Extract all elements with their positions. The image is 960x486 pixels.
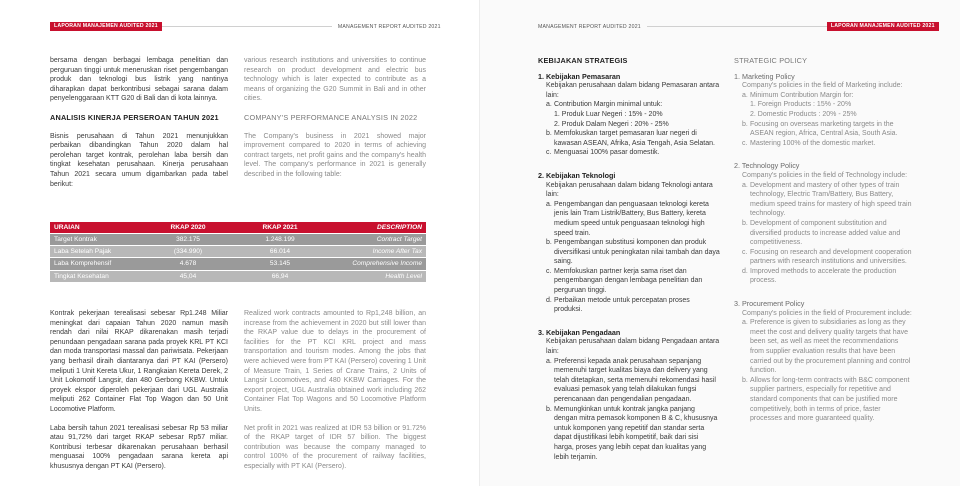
list-item: b. Memungkinkan untuk kontrak jangka panjang dengan mitra pemasok komponen B & C, khususnya untuk komponen yang repetitif dan standar serta dapat dijustifikasi lebih kompetitif, baik dari sisi harga, proses yang lebih cepat dan kualitas yang lebih terjamin. [546, 405, 718, 461]
analysis-heading-id: ANALISIS KINERJA PERSEROAN TAHUN 2021 [50, 112, 219, 122]
analysis-heading-en: COMPANY'S PERFORMANCE ANALYSIS IN 2022 [244, 112, 418, 122]
list-subitem: 1. Foreign Products : 15% - 20% [750, 101, 852, 109]
list-item: d. Perbaikan metode untuk percepatan proses produksi. [546, 296, 690, 314]
left-col-id-top [50, 56, 228, 198]
marketing-intro-id: Kebijakan perusahaan dalam bidang Pemasaran antara lain: [546, 82, 720, 99]
technology-title-id: 2. Kebijakan Teknologi [538, 170, 616, 180]
left-col-en-bottom [244, 309, 426, 481]
left-header [50, 22, 441, 31]
left-col-en-top [244, 56, 426, 189]
table-header-row [50, 222, 426, 233]
list-item: c. Memfokuskan partner kerja sama riset dan pengembangan dengan lembaga penelitian dan perguruan tinggi. [546, 267, 703, 295]
list-item: b. Development of component substitution and diversified products to increase added value and competitiveness. [742, 219, 901, 247]
table-row [50, 258, 426, 270]
table-cell-rkap2021: 66.014 [234, 245, 326, 257]
table-cell-rkap2020: (334.990) [142, 245, 234, 257]
table-cell-rkap2021: 1.248.199 [234, 233, 326, 245]
procurement-intro-id: Kebijakan perusahaan dalam bidang Pengadaan antara lain: [546, 338, 720, 356]
list-subitem: 1. Produk Luar Negeri : 15% - 20% [554, 110, 663, 118]
list-item: b. Allows for long-term contracts with B&C component supplier partners, especially for repetitive and standard components that can be justified more competitively, both in terms of price, faster processes and more guaranteed quality. [742, 376, 910, 423]
left-col-id-bottom [50, 309, 228, 481]
list-item: a. Minimum Contribution Margin for: [742, 91, 854, 99]
table-cell-label: Laba Setelah Pajak [50, 245, 142, 257]
technology-title-en: 2. Technology Policy [734, 161, 800, 171]
profit-para-en: Net profit in 2021 was realized at IDR 53 billion or 91.72% of the RKAP target of IDR 57 billion. The biggest contribution was because the company managed to control 100% of the procurement of railway facilities, especially with PT KAI (Persero). [244, 424, 426, 470]
list-item: a. Preferensi kepada anak perusahaan sepanjang memenuhi target kualitas biaya dan delivery yang telah ditetapkan, serta memenuhi rekomendasi hasil evaluasi pemasok yang telah dilakukan fungsi perencanaan dan pengendalian pengadaan. [546, 357, 716, 403]
table-cell-desc: Comprehensive Income [326, 258, 426, 270]
list-item: c. Focusing on research and development cooperation partners with research institutions and universities. [742, 248, 912, 266]
intro-en: various research institutions and universities to continue research on product development and electric bus technology which is later expected to contribute as a means of organizing the G20 Summit in Bali and in other cities. [244, 57, 426, 103]
table-header-rkap2020: RKAP 2020 [142, 222, 234, 233]
left-header-badge: LAPORAN MANAJEMEN AUDITED 2021 [50, 22, 162, 31]
table-header-rkap2021: RKAP 2021 [234, 222, 326, 233]
table-cell-label: Tingkat Kesehatan [50, 270, 142, 282]
right-col-en [734, 56, 912, 424]
marketing-title-id: 1. Kebijakan Pemasaran [538, 71, 621, 81]
table-cell-desc: Income After Tax [326, 245, 426, 257]
list-item: c. Menguasai 100% pasar domestik. [546, 149, 660, 157]
list-item: d. Improved methods to accelerate the production process. [742, 267, 897, 285]
procurement-title-id: 3. Kebijakan Pengadaan [538, 327, 621, 337]
table-cell-rkap2020: 45,04 [142, 270, 234, 282]
performance-table [50, 222, 426, 283]
procurement-body-en [734, 309, 912, 424]
procurement-title-en: 3. Procurement Policy [734, 299, 805, 309]
marketing-body-en [734, 81, 912, 148]
table-cell-desc: Health Level [326, 270, 426, 282]
table-cell-rkap2020: 4.678 [142, 258, 234, 270]
strategic-heading-id: KEBIJAKAN STRATEGIS [538, 56, 628, 65]
right-col-id [538, 56, 720, 462]
table-cell-rkap2021: 66,94 [234, 270, 326, 282]
table-cell-label: Laba Komprehensif [50, 258, 142, 270]
table-cell-label: Target Kontrak [50, 233, 142, 245]
contract-para-id: Kontrak pekerjaan terealisasi sebesar Rp1.248 Miliar meningkat dari capaian Tahun 2020 namun masih rendah dari nilai RKAP dikarenakan masih terjadi penundaan pengadaan sarana pada proyek KRL PT KCI dan moda transportasi massal dan pariwisata. Pekerjaan yang berhasil diraih diantaranya dari PT KAI (Persero) meliputi 1 Unit Kereta Ukur, 1 Rangkaian Kereta Derek, 2 Unit Lokomotif Langsir, dan 480 Gerbong KKBW. Untuk proyek ekspor diperoleh pekerjaan dari UGL Australia meliputi 262 Container Flat Top Wagon dan 50 Unit Locomotive Platform. [50, 310, 228, 413]
left-header-title: MANAGEMENT REPORT AUDITED 2021 [337, 23, 441, 30]
right-header-title: MANAGEMENT REPORT AUDITED 2021 [538, 23, 641, 30]
list-subitem: 2. Produk Dalam Negeri : 20% - 25% [554, 120, 669, 128]
table-cell-desc: Contract Target [326, 233, 426, 245]
list-item: b. Memfokuskan target pemasaran luar negeri di kawasan ASEAN, Afrika, Asia Tengah, Asia Selatan. [546, 130, 715, 147]
technology-body-id [538, 181, 720, 315]
list-item: a. Development and mastery of other types of train technology, Electric Tram/Battery, Bus Battery, medium speed trains for mastery of high speed train technology. [742, 181, 912, 218]
technology-intro-id: Kebijakan perusahaan dalam bidang Teknologi antara lain: [546, 181, 713, 199]
list-item: a. Contribution Margin minimal untuk: [546, 101, 663, 109]
right-page [480, 0, 960, 486]
contract-para-en: Realized work contracts amounted to Rp1,248 billion, an increase from the achievement in 2020 but still lower than the RKAP value due to delays in the procurement of facilities for the PT KCI KRL project and mass transportation and tourism modes. Among the jobs that were achieved were from PT KAI (Persero) covering 1 Unit of Measure Train, 1 Series of Crane Trains, 2 Units of Langsir Locomotives, and 480 KKBW Carriages. For the export project, UGL Australia obtained work including 262 Container Flat Top Wagons and 50 Locomotive Platform Units. [244, 310, 426, 413]
right-header [538, 22, 939, 31]
strategic-heading-en: STRATEGIC POLICY [734, 56, 808, 65]
right-header-rule [647, 26, 827, 27]
table-row [50, 245, 426, 257]
procurement-body-id [538, 337, 720, 462]
list-item: b. Pengembangan substitusi komponen dan produk diversifikasi untuk peningkatan nilai tambah dan daya saing. [546, 239, 720, 266]
performance-para-en: The Company's business in 2021 showed major improvement compared to 2020 in terms of achieving contract targets, net profit gains and the company's health level. The company's performance in 2021 is generally described in the following table: [244, 132, 426, 178]
list-item: a. Pengembangan dan penguasaan teknologi kereta jenis lain Tram Listrik/Battery, Bus Battery, kereta medium speed untuk penguasaan teknologi high speed train. [546, 200, 709, 237]
table-header-description: DESCRIPTION [326, 222, 426, 233]
left-header-rule [162, 26, 332, 27]
technology-body-en [734, 171, 912, 286]
list-subitem: 2. Domestic Products : 20% - 25% [750, 110, 857, 118]
profit-para-id: Laba bersih tahun 2021 terealisasi sebesar Rp 53 miliar atau 91,72% dari target RKAP sebesar Rp57 miliar. Kontribusi terbesar dikarenakan perusahaan berhasil menguasai 100% pengadaan sarana kereta api khususnya dengan PT KAI (Persero). [50, 424, 228, 470]
list-item: b. Focusing on overseas marketing targets in the ASEAN region, Africa, Central Asia, South Asia. [742, 120, 898, 138]
intro-id: bersama dengan berbagai lembaga penelitian dan perguruan tinggi untuk meneruskan riset pengembangan produk dan teknologi bus listrik yang nantinya diharapkan dapat berkontribusi sebagai sarana dalam penyelenggaraan KTT G20 di Bali dan di kota lainnya. [50, 57, 228, 103]
performance-para-id: Bisnis perusahaan di Tahun 2021 menunjukkan perbaikan dibandingkan Tahun 2020 dalam hal perolehan target kontrak, perolehan laba bersih dan tingkat kesehatan perusahaan. Kinerja perusahaan Tahun 2021 secara umum digambarkan pada tabel berikut: [50, 132, 228, 188]
table-cell-rkap2020: 382.175 [142, 233, 234, 245]
right-header-badge: LAPORAN MANAJEMEN AUDITED 2021 [827, 22, 939, 31]
list-item: a. Preference is given to subsidiaries as long as they meet the cost and delivery quality targets that have been set, as well as meet the recommendations from supplier evaluation results that have been carried out by the procurement planning and control function. [742, 319, 911, 375]
marketing-title-en: 1. Marketing Policy [734, 71, 795, 81]
table-row [50, 233, 426, 245]
procurement-intro-en: Company's policies in the field of Procurement include: [742, 309, 912, 317]
technology-intro-en: Company's policies in the field of Technology include: [742, 171, 908, 179]
marketing-intro-en: Company's policies in the field of Marketing include: [742, 82, 903, 90]
marketing-body-id [538, 81, 720, 158]
table-row [50, 270, 426, 282]
list-item: c. Mastering 100% of the domestic market. [742, 139, 876, 147]
table-cell-rkap2021: 53.145 [234, 258, 326, 270]
table-header-uraian: URAIAN [50, 222, 142, 233]
